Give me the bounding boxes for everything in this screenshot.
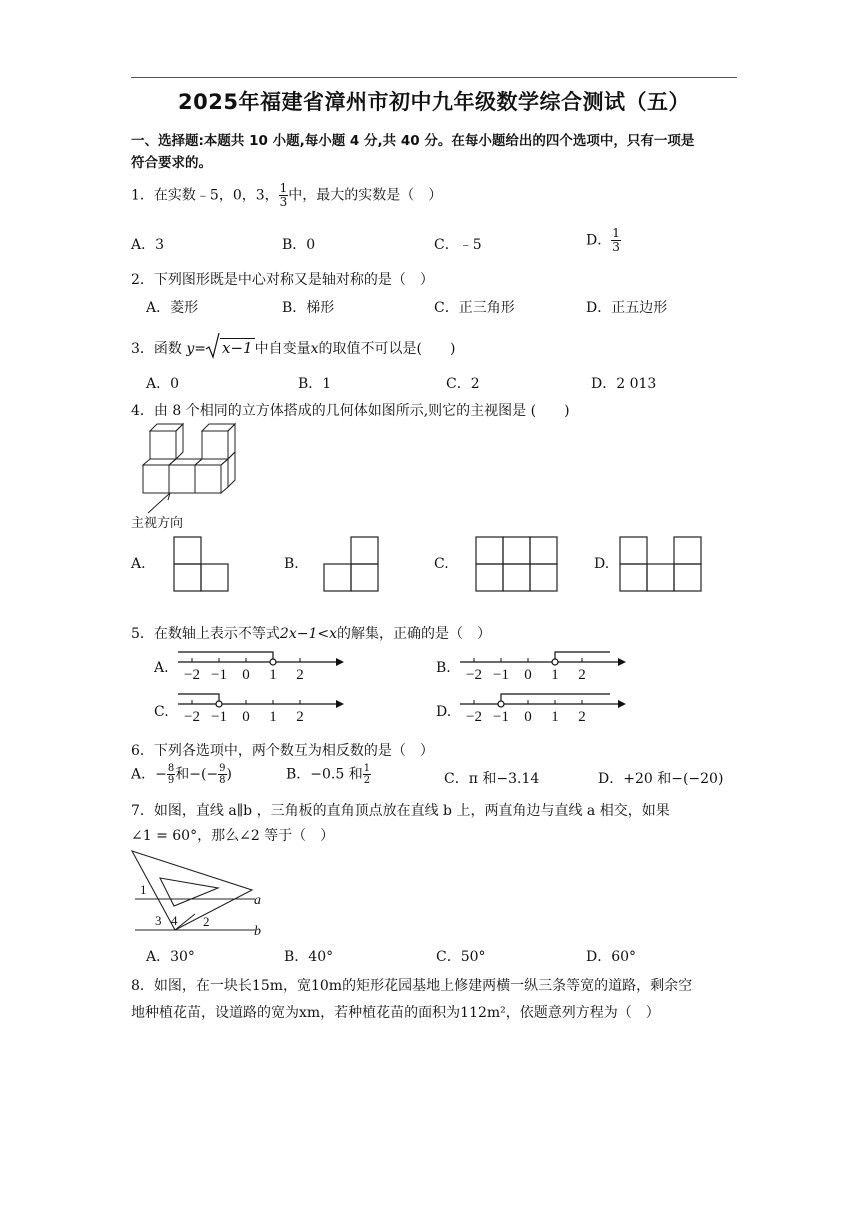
q6-a-d1: 9 bbox=[167, 775, 175, 786]
q1-stem-a: 1．在实数﹣5，0，3， bbox=[131, 187, 279, 204]
solution-set-bracket bbox=[178, 694, 219, 701]
q6-option-d: D．+20 和−(−20) bbox=[598, 771, 724, 787]
q4-option-d-label: D. bbox=[594, 556, 610, 572]
question-3 bbox=[131, 338, 455, 358]
tick-label: −2 bbox=[184, 709, 200, 725]
q5-stem-b: 的解集，正确的是（ ） bbox=[337, 626, 491, 642]
tick-label: 0 bbox=[242, 667, 250, 683]
q2-option-d: D．正五边形 bbox=[586, 300, 668, 316]
open-point-marker bbox=[270, 659, 276, 665]
q5-stem-a: 5．在数轴上表示不等式 bbox=[131, 626, 280, 642]
q6-a-n2: 9 bbox=[219, 763, 226, 774]
tick-label: −1 bbox=[493, 667, 509, 683]
q7-option-a: A．30° bbox=[146, 949, 195, 965]
q6-b-n: 1 bbox=[363, 763, 371, 774]
q6-option-c: C．π 和−3.14 bbox=[444, 771, 540, 787]
tick-label: 1 bbox=[269, 709, 277, 725]
q6-a-frac2 bbox=[218, 763, 226, 786]
axis-arrow-icon bbox=[336, 700, 344, 708]
q3-radicand: x−1 bbox=[222, 339, 253, 357]
q7-label-a: a bbox=[254, 893, 261, 908]
open-point-marker bbox=[498, 701, 504, 707]
section-heading-line2: 符合要求的。 bbox=[131, 155, 212, 171]
q2-option-c: C．正三角形 bbox=[434, 300, 515, 316]
q6-b-d: 2 bbox=[363, 775, 371, 786]
question-2: 2．下列图形既是中心对称又是轴对称的是（ ） bbox=[131, 272, 434, 288]
q6-b-text: −0.5 和 bbox=[310, 766, 363, 783]
q5-inequality: 2x−1<x bbox=[279, 626, 337, 642]
tick-label: 2 bbox=[296, 667, 304, 683]
q7-triangle-figure bbox=[130, 848, 270, 938]
axis-arrow-icon bbox=[336, 658, 344, 666]
q2-option-b: B．梯形 bbox=[282, 300, 335, 316]
tick-label: 0 bbox=[242, 709, 250, 725]
q5-option-d-label: D. bbox=[436, 704, 452, 720]
q1-d-num: 1 bbox=[612, 226, 620, 240]
q3-option-a: A．0 bbox=[146, 376, 180, 392]
q3-func: y= bbox=[186, 341, 207, 357]
q6-option-a bbox=[131, 763, 232, 786]
q1-option-d-fraction bbox=[611, 227, 621, 254]
tick-label: −2 bbox=[466, 709, 482, 725]
q1-d-den: 3 bbox=[612, 240, 620, 254]
q5-option-c-numberline bbox=[178, 690, 348, 724]
q1-frac-num: 1 bbox=[279, 181, 288, 195]
solution-set-bracket bbox=[501, 694, 610, 701]
open-point-marker bbox=[552, 659, 558, 665]
q6-b-frac bbox=[363, 763, 371, 786]
q4-option-c-figure bbox=[475, 536, 558, 592]
q3-var: x bbox=[310, 341, 319, 357]
q3-stem-c: 的取值不可以是( ) bbox=[318, 341, 456, 357]
q7-label-2: 2 bbox=[203, 914, 210, 929]
q1-fraction bbox=[279, 182, 289, 209]
tick-label: −1 bbox=[211, 667, 227, 683]
q7-label-1: 1 bbox=[140, 882, 147, 897]
tick-label: 2 bbox=[296, 709, 304, 725]
q5-option-a-label: A. bbox=[154, 660, 169, 676]
axis-arrow-icon bbox=[618, 658, 626, 666]
tick-label: 0 bbox=[524, 709, 532, 725]
question-6: 6．下列各选项中，两个数互为相反数的是（ ） bbox=[131, 743, 434, 759]
q1-option-c: C．﹣5 bbox=[434, 237, 482, 253]
open-point-marker bbox=[216, 701, 222, 707]
q4-option-b-figure bbox=[323, 536, 379, 592]
q7-label-3: 3 bbox=[155, 913, 162, 928]
q4-option-c-label: C. bbox=[434, 556, 449, 572]
q1-option-d-label: D． bbox=[586, 232, 612, 249]
q1-option-b: B．0 bbox=[282, 237, 316, 253]
question-8-line2: 地种植花苗，设道路的宽为xm，若种植花苗的面积为112m²，依题意列方程为（ ） bbox=[131, 1005, 660, 1021]
q6-a-label: A． bbox=[131, 766, 156, 783]
q7-label-4: 4 bbox=[171, 913, 178, 928]
question-7-line2: ∠1 = 60°，那么∠2 等于（ ） bbox=[131, 828, 335, 844]
solution-set-bracket bbox=[555, 652, 610, 659]
q6-a-d2: 8 bbox=[219, 775, 226, 786]
q4-option-b-label: B. bbox=[284, 556, 299, 572]
q6-b-label: B． bbox=[286, 766, 311, 783]
question-4: 4．由 8 个相同的立方体搭成的几何体如图所示,则它的主视图是 ( ) bbox=[131, 403, 570, 419]
q7-option-d: D．60° bbox=[586, 949, 637, 965]
q4-view-label: 主视方向 bbox=[131, 516, 184, 531]
solution-set-bracket bbox=[178, 652, 273, 659]
q5-option-b-numberline bbox=[460, 648, 630, 682]
q1-stem-b: 中，最大的实数是（ ） bbox=[288, 187, 443, 204]
sqrt-sign-icon bbox=[206, 333, 220, 359]
question-5 bbox=[131, 623, 491, 643]
q7-label-b: b bbox=[254, 924, 261, 939]
q3-stem-a: 3．函数 bbox=[131, 341, 182, 357]
q6-a-end: ) bbox=[226, 766, 233, 783]
page-title: 2025年福建省漳州市初中九年级数学综合测试（五） bbox=[178, 90, 690, 114]
q7-option-c: C．50° bbox=[436, 949, 486, 965]
q4-option-d-figure bbox=[619, 536, 702, 592]
q5-option-c-label: C. bbox=[154, 704, 169, 720]
question-7-line1: 7．如图，直线 a∥b ，三角板的直角顶点放在直线 b 上，两直角边与直线 a 相交，如果 bbox=[131, 803, 670, 819]
q3-option-d: D．2 013 bbox=[591, 376, 657, 392]
tick-label: −1 bbox=[211, 709, 227, 725]
q6-a-frac1 bbox=[167, 763, 175, 786]
q2-option-a: A．菱形 bbox=[146, 300, 199, 316]
tick-label: 1 bbox=[551, 709, 559, 725]
q4-option-a-label: A. bbox=[131, 556, 146, 572]
tick-label: 1 bbox=[269, 667, 277, 683]
tick-label: 2 bbox=[578, 709, 586, 725]
section-heading-line1: 一、选择题:本题共 10 小题,每小题 4 分,共 40 分。在每小题给出的四个选项中，只有一项是 bbox=[131, 133, 695, 149]
q3-option-b: B．1 bbox=[298, 376, 332, 392]
tick-label: 2 bbox=[578, 667, 586, 683]
q5-option-d-numberline bbox=[460, 690, 630, 724]
q1-option-a: A．3 bbox=[131, 237, 165, 253]
q6-a-sign: − bbox=[155, 766, 167, 783]
q6-a-n1: 8 bbox=[167, 763, 175, 774]
tick-label: 1 bbox=[551, 667, 559, 683]
q1-frac-den: 3 bbox=[279, 195, 288, 209]
tick-label: 0 bbox=[524, 667, 532, 683]
q4-cube-figure bbox=[136, 423, 256, 518]
tick-label: −2 bbox=[466, 667, 482, 683]
q3-stem-b: 中自变量 bbox=[254, 341, 311, 357]
question-8-line1: 8．如图，在一块长15m，宽10m的矩形花园基地上修建两横一纵三条等宽的道路，剩余空 bbox=[131, 978, 693, 994]
q1-option-d bbox=[586, 227, 621, 254]
axis-arrow-icon bbox=[618, 700, 626, 708]
question-1 bbox=[131, 182, 442, 209]
tick-label: −1 bbox=[493, 709, 509, 725]
q6-option-b bbox=[286, 763, 371, 786]
tick-label: −2 bbox=[184, 667, 200, 683]
q5-option-b-label: B. bbox=[436, 660, 451, 676]
q5-option-a-numberline bbox=[178, 648, 348, 682]
q3-sqrt bbox=[206, 339, 255, 357]
q6-a-mid: 和−(− bbox=[175, 766, 219, 783]
q3-option-c: C．2 bbox=[446, 376, 480, 392]
q4-option-a-figure bbox=[173, 536, 229, 592]
top-rule bbox=[131, 77, 737, 78]
q7-option-b: B．40° bbox=[284, 949, 334, 965]
